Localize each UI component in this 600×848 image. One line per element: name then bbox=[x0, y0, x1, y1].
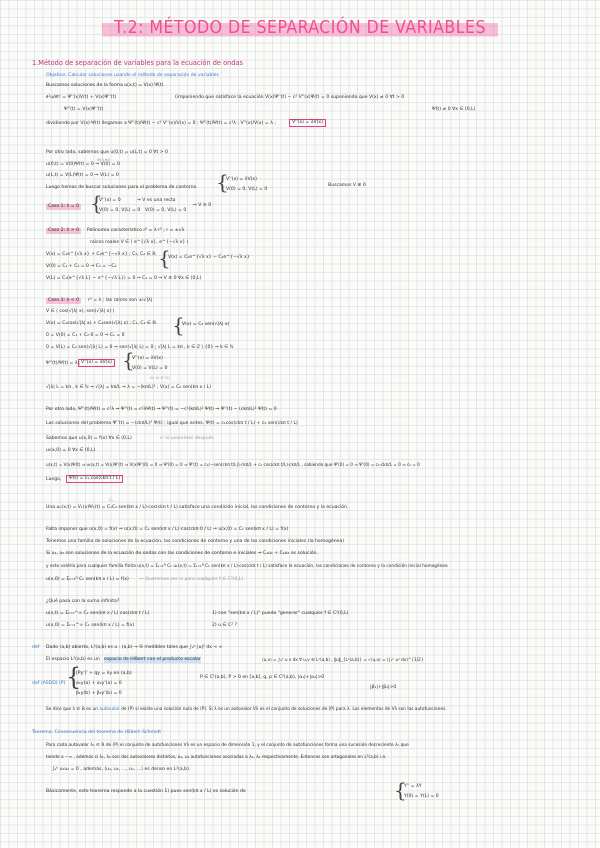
text-fragment: de (P) si existe una solución nula de (P). Si λ es un autovalor Vλ es el conjunto de soluciones de (P) para λ. Los elementos de Vλ son las autofunciones. bbox=[121, 707, 447, 712]
formula-line: uₜ(x,0) = 0 ∀x ∈ (0,L) bbox=[46, 448, 96, 453]
text-line: Básicamente, este teorema responde a la cuestión 1) pues sen(kπ x / L) es solución de bbox=[46, 789, 246, 794]
annotation: λk (k ∈ ℕ) bbox=[150, 375, 170, 380]
formula-line: Ψ''(t) = V(x)Ψ''(t) bbox=[64, 107, 104, 112]
annotation: ← Queremos ver si para cualquier f ∈ C²(0,L) bbox=[140, 577, 244, 582]
text-line: El espacio L²(a,b) es un bbox=[46, 657, 100, 662]
system-line: V(0) = V(L) = 0 bbox=[132, 366, 168, 371]
text-line: raíces reales V ∈ ⟨ e^{√λ x}, e^{−√λ x} ⟩ bbox=[90, 240, 189, 245]
text-line: ¿Qué pasa con la suma infinita? bbox=[46, 599, 120, 604]
def-tag: def (ASDD) (P) bbox=[32, 681, 66, 686]
text-line: Buscamos V ≢ 0 bbox=[328, 183, 366, 188]
case-tag: Caso 2: λ > 0 bbox=[48, 228, 80, 233]
formula-line: dividiendo por V(x)·Ψ(t) llegamos a Ψ''(t)/Ψ(t) − c² V''(x)/V(x) = 0 ; Ψ''(t)/Ψ(t) = c²λ ; V''(x)/V(x) = λ ; bbox=[46, 121, 276, 126]
formula-line: V(x) = C₂ sen(√|λ| x) bbox=[182, 322, 230, 327]
formula-line: Falta imponer que u(x,0) = f(x) ⇒ u(x,0) = Cₖ sen(kπ x / L)·cos(ckπ·0 / L) ⇒ u(x,0) = Cₖ sen(kπ x / L) = f(x) bbox=[46, 527, 289, 532]
text-line: (imponiendo que satisface la ecuación V(x)Ψ''(t) − c² V''(x)Ψ(t) = 0 suponiendo que V(x) ≠ 0 ∀t > 0 bbox=[175, 95, 405, 100]
system-brace: { bbox=[394, 778, 407, 802]
system-line: Y'' = λY bbox=[404, 784, 422, 789]
formula-line: Ψ''(t)/Ψ(t) = λ ; bbox=[46, 361, 81, 366]
theorem-heading: Teorema: Consecuencia del teorema de Hilbert–Schmidt bbox=[32, 730, 162, 735]
text-line: Si u₁, u₂ son soluciones de la ecuación de ondas con las condiciones de contorno e iniciales ⇒ C₁u₁ + C₂u₂ es solución. bbox=[46, 551, 318, 556]
formula-line: 0 = V(L) = C₂ sen(√|λ| L) = 0 ⇒ sen(√|λ| L) = 0 ; √|λ| L = kπ , k ∈ ℤ \ {0} ⇒ k ∈ ℕ bbox=[46, 345, 234, 350]
formula-line: u(x,t) = Σₖ₌₁^∞ Cₖ sen(kπ x / L) cos(ckπ t / L) bbox=[46, 611, 150, 616]
formula-line: Las soluciones del problema Ψ''(t) = −(ckπ/L)² Ψ(t) ; igual que antes, Ψ(t) = c₁cos(ckπ t / L) + c₂ sen(ckπ t / L) bbox=[46, 421, 298, 426]
formula-line: ∂²u/∂t² = Ψ''(x)V(t) + V(x)Ψ''(t) bbox=[46, 95, 117, 100]
text-line: r² = λ ; las raíces son ±i√|λ| bbox=[88, 298, 153, 303]
formula-line: V ∈ ⟨ cos(√|λ| x), sen(√|λ| x) ⟩ bbox=[46, 309, 115, 314]
text-line: Tenemos una familia de soluciones de la ecuación, las condiciones de contorno y una de las condiciones iniciales (la homogénea) bbox=[46, 539, 345, 544]
text-line: Buscamos soluciones de la forma u(x,t) = V(x) Ψ(t) bbox=[46, 83, 164, 88]
system-line: Y(0) = Y(L) = 0 bbox=[404, 794, 439, 799]
text-line: |β₁|+|β₂|>0 bbox=[370, 685, 397, 690]
formula-line: V(x) = C₁e^{√λ x} + C₂e^{−√λ x} ; C₁, C₂ ∈ ℝ bbox=[46, 252, 156, 257]
boxed-equation: Ψ(t) = c₁ cos(ckπ t / L) bbox=[66, 475, 123, 483]
text-fragment: Se dice que λ ∈ ℝ es un bbox=[46, 707, 98, 712]
system-brace: { bbox=[90, 191, 103, 215]
system-line: V(0) = 0, V(L) = 0 bbox=[99, 208, 141, 213]
text-line bbox=[46, 707, 447, 713]
annotation: ← lo usaremos después bbox=[160, 436, 214, 441]
text-line: ⇒ V es una recta bbox=[137, 198, 176, 203]
formula-line: V(L) = C₁(e^{√λ L} − e^{−√λ L}) = 0 ⇒ C₁ = 0 ⇒ V ≡ 0 ∀x ∈ (0,L) bbox=[46, 276, 202, 281]
formula-line: Por otro lado, Ψ''(t)/Ψ(t) = c²λ ⇒ Ψ''(t) = c²λΨ(t) ⇒ Ψ''(t) = −c²(kπ/L)² Ψ(t) ⇒ Ψ''(t) − (ckπ/L)² Ψ(t) = 0 bbox=[46, 407, 277, 412]
formula-line: u(x,0) = Σₖ₌₁ᴺ Cₖ sen(kπ x / L) = f(x) bbox=[46, 577, 129, 582]
text-line: tiende a −∞ , además si λ₁, λ₂ son dos autovalores distintos, u₁, u₂ autofunciones asociadas a λ₁, λ₂ respectivamente. Entonces son ortogonales en L²(a,b) i.e. bbox=[46, 755, 387, 760]
text-line: V(0) = 0, V(L) = 0 bbox=[145, 208, 187, 213]
text-line: Dado (a,b) abierto, L²(a,b) es u : (a,b) → ℝ medibles tales que ∫ₐᵇ |u|² dx < ∞ bbox=[46, 645, 223, 650]
formula-line: ⟨u,v⟩ = ∫ₐᵇ u v dx ∀ u,v ∈ L²(a,b) , ‖u‖_{L²(a,b)} = √⟨u,u⟩ = (∫ₐᵇ u² dx)^{1/2} bbox=[262, 657, 424, 662]
case-tag: Caso 1: λ = 0 bbox=[48, 204, 80, 209]
text-line: 1) con "sen(kπ x / L)" puedo "generar" cualquier f ∈ C²(0,L) bbox=[212, 611, 349, 616]
page-title: T.2: MÉTODO DE SEPARACIÓN DE VARIABLES bbox=[102, 16, 498, 40]
system-brace: { bbox=[216, 170, 229, 194]
def-tag: def bbox=[32, 645, 40, 650]
system-line: V(0) = 0, V(L) = 0 bbox=[226, 187, 268, 192]
text-line: ⇒ V ≡ 0 bbox=[193, 203, 212, 208]
formula-line: y esto valdría para cualquier familia finita u(x,t) = Σₖ₌₁ᴺ Cₖ uₖ(x,t) = Σₖ₌₁ᴺ Cₖ sen(kπ x / L)·cos(ckπ t / L) satisface la ecuación, las condiciones de contorno y la condición inicial homogénea bbox=[46, 564, 448, 569]
case-tag: Caso 3: λ < 0 bbox=[48, 298, 80, 303]
boxed-equation: V''(x) = λV(x) bbox=[78, 359, 115, 367]
formula-line: ∫ₐᵇ u₁u₂ = 0 , además, ⟨u₁, u₂, …, uₙ, …⟩ es denso en L²(a,b). bbox=[52, 767, 191, 772]
formula-line: V(0) = C₁ + C₂ = 0 ⇒ C₁ = −C₂ bbox=[46, 264, 117, 269]
title-block bbox=[0, 16, 600, 40]
text-line: Una uₖ(x,t) = Vₖ(x)Ψₖ(t) = C₁C₂ sen(kπ x / L)·cos(ckπ t / L) satisface una condición inicial, las condiciones de contorno y la ecuación. bbox=[46, 505, 349, 510]
highlighted-term: autovalor bbox=[99, 707, 120, 712]
system-line: V''(x) = λV(x) bbox=[132, 356, 163, 361]
highlighted-term: espacio de Hilbert con el producto escalar bbox=[104, 657, 201, 662]
system-line: (Py')' + qy = λy en (a,b) bbox=[76, 671, 132, 676]
system-line: β₁y(b) + β₂y'(b) = 0 bbox=[76, 691, 122, 696]
text-line: Polinomio característico r² = λ r⁰ ; r = ±√λ bbox=[87, 228, 185, 233]
system-line: α₁y(a) + α₂y'(a) = 0 bbox=[76, 681, 122, 686]
system-brace: { bbox=[122, 348, 135, 372]
formula-line: √|λ| L = kπ , k ∈ ℕ ⇒ √|λ| = kπ/L ⇒ λ = −(kπ/L)² ; V(x) = C₂ sen(kπ x / L) bbox=[46, 385, 212, 390]
annotation: Ψ(t)≢0 bbox=[97, 157, 111, 162]
system-line: V''(x) = 0 bbox=[99, 198, 121, 203]
formula-line: V(x) = C₁e^{√λ x} − C₁e^{−√λ x} bbox=[168, 255, 250, 260]
formula-line: 0 = V(0) = C₁ + C₂·0 = 0 ⇒ C₁ = 0 bbox=[46, 333, 125, 338]
system-brace: { bbox=[66, 663, 82, 691]
text-line: Ψ(t) ≠ 0 ∀x ∈ (0,L) bbox=[432, 107, 476, 112]
system-line: V''(x) = λV(x) bbox=[226, 177, 257, 182]
text-line: Luego, bbox=[46, 477, 62, 482]
formula-line: u(x,0) = Σₖ₌₁^∞ Cₖ sen(kπ x / L) = f(x) bbox=[46, 623, 135, 628]
annotation: Cₖ bbox=[109, 497, 114, 502]
text-line: P ∈ C¹(a,b), P > 0 en [a,b], q, p ∈ C⁰(a,b), |α₁|+|α₂|>0 bbox=[200, 675, 325, 680]
text-line: Sabemos que u(x,0) = f(x) ∀x ∈ (0,L) bbox=[46, 436, 132, 441]
text-line: Para cada autovalor λₙ ∈ ℝ de (P) el conjunto de autofunciones Vλ es un espacio de dimensión 1, y el conjunto de autofunciones forma una sucesión decreciente λₙ que bbox=[46, 743, 409, 748]
text-line: Luego hemos de buscar soluciones para el problema de contorno bbox=[46, 185, 197, 190]
formula-line: u(x,t) = V(x)Ψ(t) ⇒ uₜ(x,t) = V(x)Ψ'(t) ⇒ V(x)Ψ'(0) = 0 ⇒ Ψ'(0) = 0 ⇒ Ψ'(t) = c₁(−sen(ckπ t/L))·ckπ/L + c₂ cos(ckπ t/L)·ckπ/L , sabiendo que Ψ'(0) = 0 ⇒ Ψ'(0) = c₂·ckπ/L = 0 ⇒ c₂ = 0 bbox=[46, 462, 420, 467]
formula-line: u(L,t) = V(L)Ψ(t) = 0 ⇒ V(L) = 0 bbox=[46, 173, 119, 178]
system-brace: { bbox=[172, 313, 185, 337]
objective-text: Objetivo: Calcular soluciones usando el método de separación de variables bbox=[46, 73, 219, 78]
text-line: 2) u ∈ C² ? bbox=[212, 623, 237, 628]
formula-line: u(0,t) = V(0)Ψ(t) = 0 ⇒ V(0) = 0 bbox=[46, 162, 120, 167]
text-line: Por otro lado, sabemos que u(0,t) = u(L,t) = 0 ∀t > 0 bbox=[46, 150, 168, 155]
system-brace: { bbox=[158, 246, 171, 270]
formula-line: V(x) = C₁cos(√|λ| x) + C₂sen(√|λ| x) ; C₁, C₂ ∈ ℝ bbox=[46, 321, 156, 326]
boxed-equation: V''(x) = λV(x) bbox=[289, 119, 326, 127]
section-heading: 1.Método de separación de variables para la ecuación de ondas bbox=[32, 59, 243, 67]
